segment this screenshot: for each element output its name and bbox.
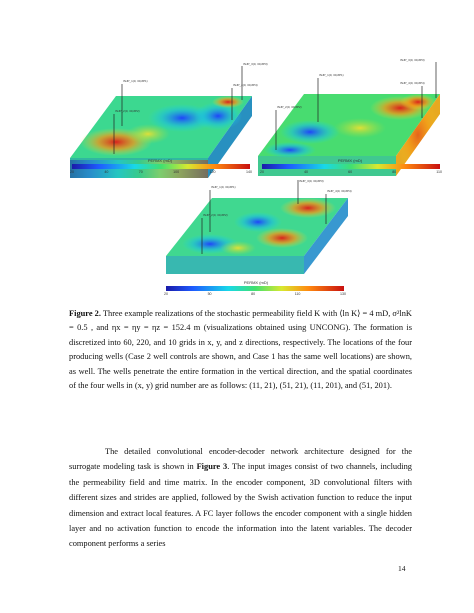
colorbar-tick: 80 [251, 292, 256, 296]
colorbar-tick: 20 [260, 170, 264, 174]
well-label: INJP_3(0, 30,#P3) [299, 179, 324, 183]
caption-text: Three example realizations of the stochastic permeability field K with ⟨ln K⟩ = 4 mD, σ²lnK = 0.5 , and ηx = ηy = ηz = 152.4 m (visualizations obtained using UNCONG). The formation is discretized into 60, 220, and 10 grids in x, y, and z directions, respectively. The locations of the four producing wells (Case 2 well controls are shown, and Case 1 has the same well locations) are shown, as well. The wells penetrate the entire formation in the vertical direction, and the spatial coordinates of the four wells in (x, y) grid number are as follows: (11, 21), (51, 21), (11, 201), and (51, 201). [69, 309, 412, 391]
body-paragraph [69, 444, 412, 552]
figure-reference: Figure 3 [196, 462, 228, 472]
colorbar-1 [72, 164, 250, 169]
colorbar-ticks-1 [70, 170, 252, 174]
colorbar-tick: 20 [164, 292, 168, 296]
colorbar-tick: 110 [436, 170, 442, 174]
well-label: INJP_2(0, 30,#P2) [277, 105, 302, 109]
colorbar-title-1: PERMX (mD) [147, 158, 173, 163]
colorbar-tick: 40 [104, 170, 109, 174]
colorbar-ticks-3 [164, 292, 346, 296]
well-label: INJP_4(0, 30,#P4) [400, 81, 425, 85]
well-label: INJP_2(0, 30,#P2) [115, 109, 140, 113]
colorbar-tick: 70 [138, 170, 143, 174]
colorbar-tick: 140 [245, 170, 252, 174]
well-label: INJP_2(0, 30,#P2) [203, 213, 228, 217]
body-text-start: The detailed convolutional encoder-decoder network architecture designed for the surrogate modeling task is shown in [69, 447, 412, 472]
colorbar-tick: 40 [304, 170, 309, 174]
colorbar-title-3: PERMX (mD) [243, 280, 269, 285]
well-label: INJP_4(0, 30,#P4) [233, 83, 258, 87]
permeability-panel-3 [158, 178, 358, 288]
well-label: INJP_1(0, 30,#P1) [123, 79, 148, 83]
well-label: INJP_3(0, 30,#P3) [243, 62, 268, 66]
colorbar-tick: 110 [294, 292, 301, 296]
colorbar-ticks-2 [260, 170, 442, 174]
colorbar-2 [262, 164, 440, 169]
colorbar-tick: 80 [392, 170, 397, 174]
well-label: INJP_1(0, 30,#P1) [211, 185, 236, 189]
well-label: INJP_1(0, 30,#P1) [319, 73, 344, 77]
colorbar-tick: 50 [207, 292, 212, 296]
colorbar-title-2: PERMX (mD) [337, 158, 363, 163]
well-label: INJP_3(0, 30,#P3) [400, 58, 425, 62]
figure-caption [69, 307, 412, 393]
colorbar-3 [166, 286, 344, 291]
page-number: 14 [398, 564, 406, 573]
well-label: INJP_4(0, 30,#P4) [327, 189, 352, 193]
figure-label: Figure 2. [69, 309, 101, 318]
colorbar-tick: 100 [173, 170, 180, 174]
colorbar-tick: 120 [209, 170, 216, 174]
colorbar-tick: 20 [70, 170, 74, 174]
body-text-end: . The input images consist of two channels, including the permeability field and time matrix. In the encoder component, 3D convolutional filters with different sizes and strides are applied, followed by the Swish activation function to reduce the input dimension and extract local features. A FC layer follows the encoder component with a single hidden layer and no activation function to encode the information into the latent variables. The decoder component performs a series [69, 462, 412, 549]
colorbar-tick: 130 [339, 292, 346, 296]
colorbar-tick: 60 [348, 170, 353, 174]
